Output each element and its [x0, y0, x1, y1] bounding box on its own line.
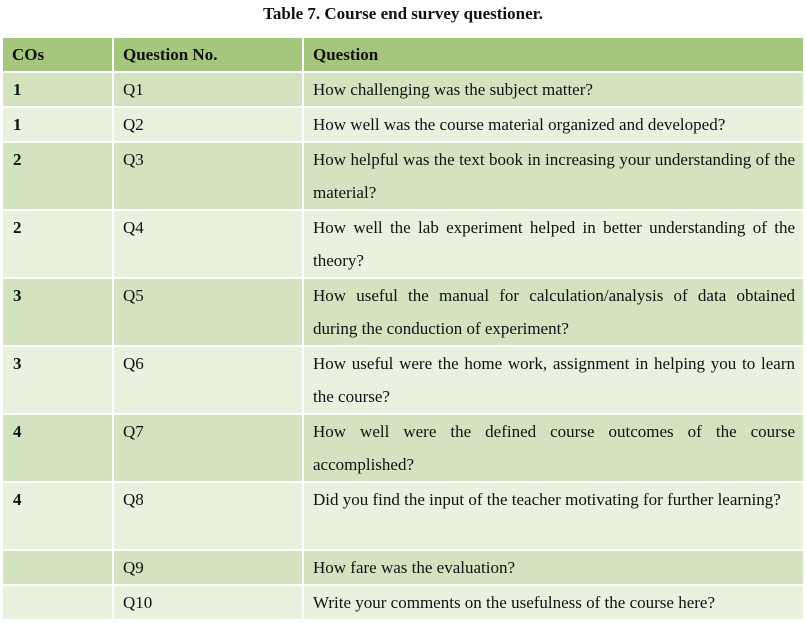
co-cell: 3	[2, 346, 113, 414]
question-cell: How well the lab experiment helped in better understanding of the theory?	[303, 210, 804, 278]
question-cell: How fare was the evaluation?	[303, 550, 804, 585]
co-cell: 4	[2, 414, 113, 482]
table-row	[2, 210, 804, 278]
question-no-cell: Q5	[113, 278, 303, 346]
table-row	[2, 72, 804, 107]
question-cell: How useful the manual for calculation/analysis of data obtained during the conduction of experiment?	[303, 278, 804, 346]
co-cell: 2	[2, 142, 113, 210]
table-row	[2, 414, 804, 482]
header-question: Question	[303, 37, 804, 72]
header-cos: COs	[2, 37, 113, 72]
table-row	[2, 482, 804, 550]
table-row	[2, 585, 804, 620]
header-question-no: Question No.	[113, 37, 303, 72]
co-cell: 3	[2, 278, 113, 346]
table-row	[2, 550, 804, 585]
question-no-cell: Q4	[113, 210, 303, 278]
question-cell: Write your comments on the usefulness of the course here?	[303, 585, 804, 620]
question-cell: How helpful was the text book in increasing your understanding of the material?	[303, 142, 804, 210]
question-cell: How challenging was the subject matter?	[303, 72, 804, 107]
question-no-cell: Q3	[113, 142, 303, 210]
co-cell: 1	[2, 72, 113, 107]
question-no-cell: Q9	[113, 550, 303, 585]
question-no-cell: Q2	[113, 107, 303, 142]
header-row	[2, 37, 804, 72]
table-caption: Table 7. Course end survey questioner.	[263, 4, 543, 23]
co-cell: 1	[2, 107, 113, 142]
question-no-cell: Q1	[113, 72, 303, 107]
table-row	[2, 107, 804, 142]
question-cell: How well was the course material organized and developed?	[303, 107, 804, 142]
question-no-cell: Q8	[113, 482, 303, 550]
table-row	[2, 142, 804, 210]
table-row	[2, 278, 804, 346]
survey-table	[1, 36, 805, 621]
question-no-cell: Q10	[113, 585, 303, 620]
question-cell: How useful were the home work, assignment in helping you to learn the course?	[303, 346, 804, 414]
question-no-cell: Q6	[113, 346, 303, 414]
question-no-cell: Q7	[113, 414, 303, 482]
co-cell	[2, 585, 113, 620]
co-cell: 4	[2, 482, 113, 550]
co-cell: 2	[2, 210, 113, 278]
question-cell: How well were the defined course outcomes of the course accomplished?	[303, 414, 804, 482]
co-cell	[2, 550, 113, 585]
table-row	[2, 346, 804, 414]
question-cell: Did you find the input of the teacher motivating for further learning?	[303, 482, 804, 550]
